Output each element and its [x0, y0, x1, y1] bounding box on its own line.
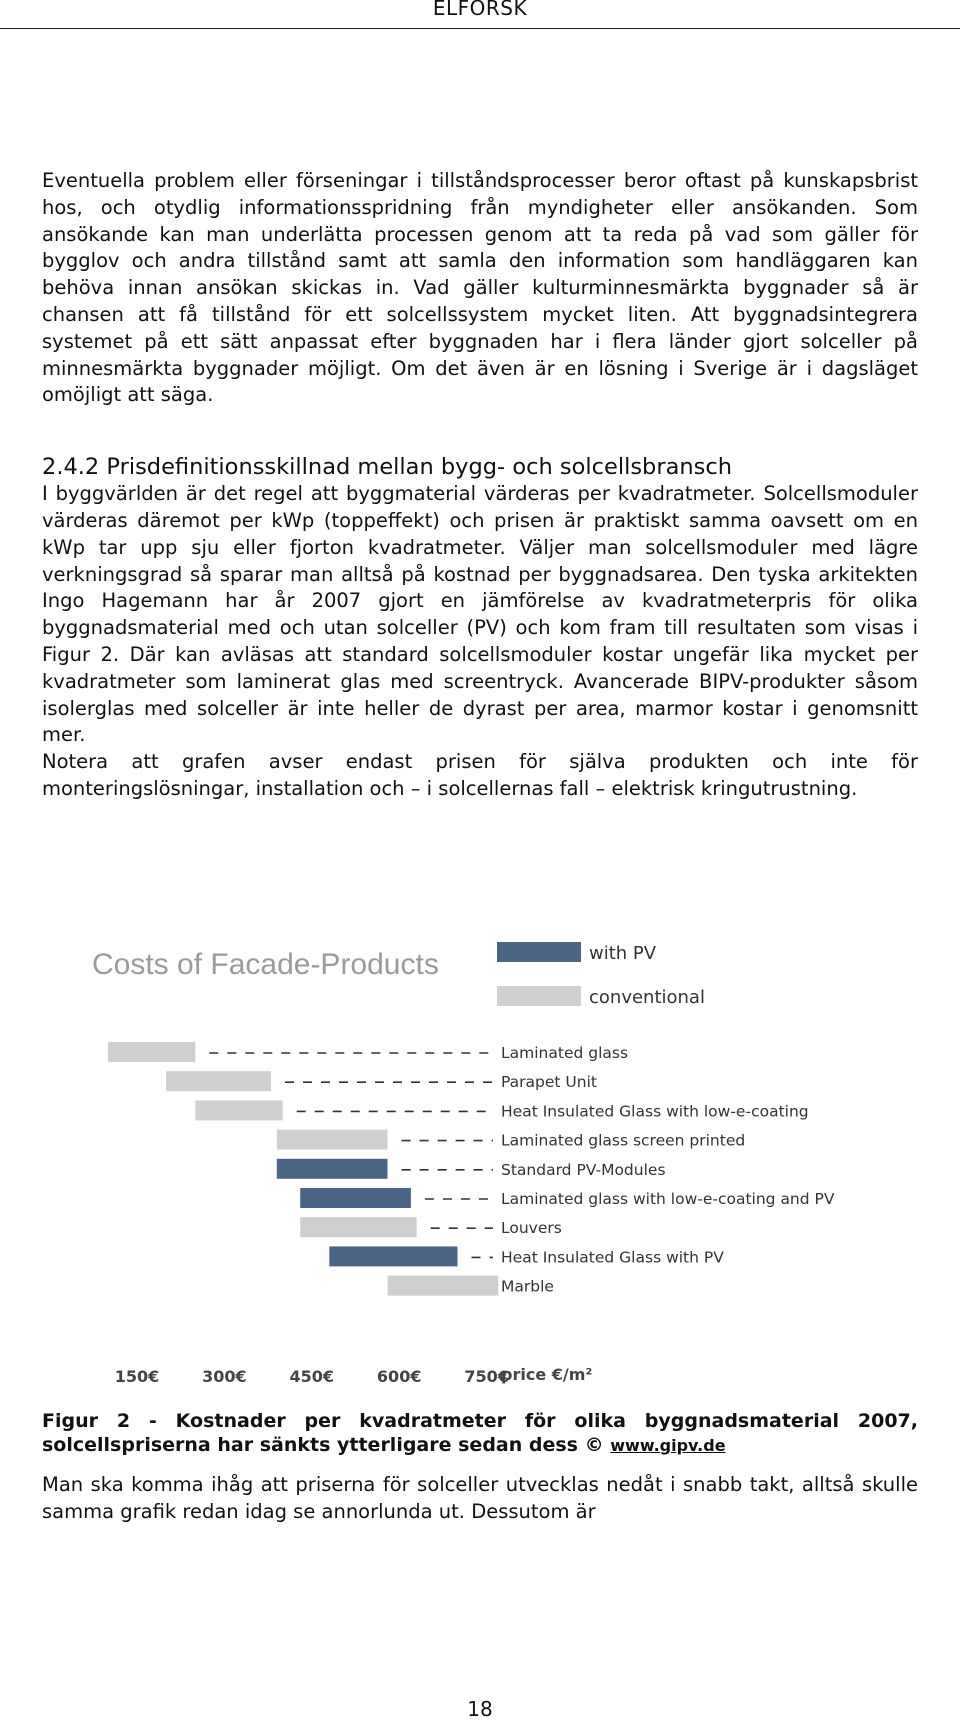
paragraph-price-definition: I byggvärlden är det regel att byggmaterial värderas per kvadratmeter. Solcellsmoduler värderas däremot per kWp (toppeffekt) och prisen är praktiskt samma oavsett om en kWp tar upp sju eller fjorton kvadratmeter. Väljer man solcellsmoduler med lägre verkningsgrad så sparar man alltså på kostnad per byggnadsarea. Den tyska arkitekten Ingo Hagemann har år 2007 gjort en jämförelse av kvadratmeterpris för olika byggnadsmaterial med och utan solceller (PV) och kom fram till resultaten som visas i Figur 2. Där kan avläsas att standard solcellsmoduler kostar ungefär lika mycket per kvadratmeter som laminerat glas med screentryck. Avancerade BIPV-produkter såsom isolerglas med solceller är inte heller de dyrast per area, marmor kostar i genomsnitt mer. [42, 482, 918, 747]
bar-2 [195, 1100, 282, 1120]
category-label-3: Laminated glass screen printed [501, 1131, 746, 1150]
category-label-8: Marble [501, 1277, 554, 1296]
running-header [0, 0, 960, 29]
section-heading: 2.4.2 Prisdefinitionsskillnad mellan bygg- och solcellsbransch [42, 454, 732, 481]
bar-8 [388, 1276, 499, 1296]
x-tick-label-2: 450€ [289, 1367, 335, 1386]
bar-1 [166, 1071, 271, 1091]
bar-5 [300, 1188, 411, 1208]
legend-label-0: with PV [589, 943, 657, 964]
x-tick-label-4: 750€ [464, 1367, 509, 1386]
category-label-2: Heat Insulated Glass with low-e-coating [501, 1102, 809, 1121]
figure-caption [42, 1409, 918, 1458]
bar-4 [277, 1159, 388, 1179]
category-label-5: Laminated glass with low-e-coating and PV [501, 1190, 835, 1208]
category-label-1: Parapet Unit [501, 1073, 597, 1092]
category-label-7: Heat Insulated Glass with PV [501, 1248, 724, 1267]
figure-costs-chart [42, 922, 918, 1396]
x-tick-label-1: 300€ [202, 1367, 247, 1386]
paragraph-permits: Eventuella problem eller förseningar i tillståndsprocesser beror oftast på kunskapsbrist hos, och otydlig informationsspridning från myndigheter eller ansökanden. Som ansökande kan man underlätta processen genom att ta reda på vad som gäller för bygglov och andra tillstånd samt att samla den information som handläggaren kan behöva innan ansökan skickas in. Vad gäller kulturminnesmärkta byggnader så är chansen att få tillstånd för ett solcellssystem mycket liten. Att byggnadsintegrera systemet på ett sätt anpassat efter byggnaden har i flera länder gjort solceller på minnesmärkta byggnader möjligt. Om det även är en lösning i Sverige är i dagsläget omöjligt att säga. [42, 169, 918, 407]
paragraph-note: Notera att grafen avser endast prisen för själva produkten och inte för monteringslösningar, installation och – i solcellernas fall – elektrisk kringutrustning. [42, 750, 918, 800]
x-tick-label-0: 150€ [114, 1367, 160, 1386]
legend-swatch-0 [497, 942, 581, 962]
bar-0 [108, 1042, 195, 1062]
bar-7 [329, 1246, 457, 1266]
bar-3 [277, 1130, 388, 1150]
caption-text: Figur 2 - Kostnader per kvadratmeter för olika byggnadsmaterial 2007, solcellspriserna har sänkts ytterligare sedan dess [42, 1410, 918, 1456]
legend-label-1: conventional [589, 987, 705, 1008]
main-content [42, 168, 918, 803]
x-axis-label: price €/m² [501, 1365, 593, 1384]
copyright-symbol: © [584, 1434, 604, 1456]
facade-cost-chart [42, 922, 918, 1396]
category-label-6: Louvers [501, 1219, 562, 1238]
x-tick-label-3: 600€ [376, 1367, 422, 1386]
bar-6 [300, 1217, 417, 1237]
category-label-4: Standard PV-Modules [501, 1160, 666, 1179]
legend-swatch-1 [497, 986, 581, 1006]
chart-title: Costs of Facade-Products [92, 948, 439, 981]
category-label-0: Laminated glass [501, 1044, 629, 1062]
header-title: ELFORSK [432, 0, 528, 20]
page-number: 18 [467, 1697, 493, 1721]
paragraph-price-trend: Man ska komma ihåg att priserna för solceller utvecklas nedåt i snabb takt, alltså skulle samma grafik redan idag se annorlunda ut. Dessutom är [42, 1473, 918, 1523]
source-link[interactable]: www.gipv.de [610, 1436, 726, 1455]
continued-text [42, 1472, 918, 1526]
